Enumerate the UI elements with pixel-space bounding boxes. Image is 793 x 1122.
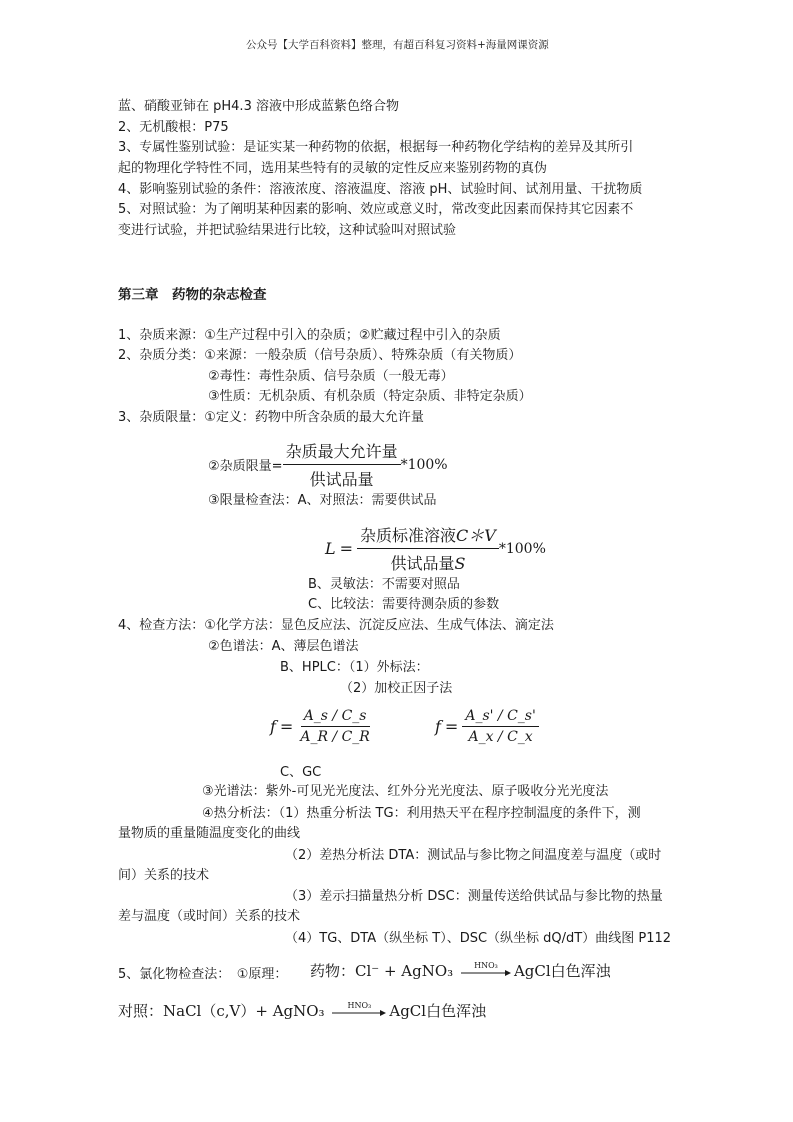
reaction-reactants: Cl⁻ + AgNO₃: [355, 962, 454, 980]
sensitivity-method: B、灵敏法：不需要对照品: [308, 577, 460, 592]
hplc-correction-factor: （2）加校正因子法: [340, 681, 453, 696]
text-line: 2、无机酸根：P75: [118, 120, 229, 135]
limit-check-method: ③限量检查法：A、对照法：需要供试品: [208, 493, 437, 508]
L-formula-eq: =: [339, 539, 354, 558]
classification-nature: ③性质：无机杂质、有机杂质（特定杂质、非特定杂质）: [208, 389, 532, 404]
formula-lhs: f: [270, 717, 276, 736]
reaction-label: 药物：: [310, 962, 356, 980]
chapter-title: 第三章 药物的杂志检查: [118, 287, 267, 303]
reaction-condition: HNO₃: [347, 1000, 372, 1010]
inspection-methods: 4、检查方法：①化学方法：显色反应法、沉淀反应法、生成气体法、滴定法: [118, 618, 554, 633]
reaction-product: AgCl白色浑浊: [513, 962, 611, 980]
text-line: 蓝、硝酸亚铈在 pH4.3 溶液中形成蓝紫色络合物: [118, 99, 399, 114]
L-formula-numerator: 杂质标准溶液: [360, 526, 457, 545]
impurity-source: 1、杂质来源：①生产过程中引入的杂质；②贮藏过程中引入的杂质: [118, 328, 501, 343]
L-formula-numerator-var: C＊V: [456, 526, 496, 545]
limit-formula: [208, 439, 448, 490]
limit-formula-suffix: *100%: [400, 456, 448, 473]
classification-toxicity: ②毒性：毒性杂质、信号杂质（一般无毒）: [208, 369, 454, 384]
text-line: 变进行试验，并把试验结果进行比较，这种试验叫对照试验: [118, 223, 457, 238]
reaction-arrow-icon: [332, 1010, 386, 1016]
page-header: 公众号【大学百科资料】整理，有超百科复习资料+海量网课资源: [246, 39, 549, 51]
reaction-condition: HNO₃: [474, 960, 498, 970]
spectroscopy: ③光谱法：紫外-可见光光度法、红外分光光度法、原子吸收分光光度法: [202, 784, 609, 799]
comparison-method: C、比较法：需要待测杂质的参数: [308, 597, 500, 612]
reaction-label: 对照：: [118, 1002, 164, 1020]
chloride-reaction-control: [118, 1000, 486, 1022]
text-line: 3、专属性鉴别试验：是证实某一种药物的依据，根据每一种药物化学结构的差异及其所引: [118, 140, 634, 155]
thermal-analysis-dsc-cont: 差与温度（或时间）关系的技术: [118, 909, 301, 924]
reaction-product: AgCl白色浑浊: [389, 1002, 487, 1020]
correction-factor-formula-1: f = $\frac{A\_s / C\_s}{A\_R / C\_R}$: [270, 708, 373, 745]
reaction-arrow-icon: [461, 970, 511, 976]
text-line: 起的物理化学特性不同，选用某些特有的灵敏的定性反应来鉴别药物的真伪: [118, 161, 548, 176]
formula-denominator: A_R / C_R: [300, 729, 370, 745]
chloride-reaction-sample: [310, 960, 611, 982]
L-formula-denominator-var: S: [454, 554, 466, 573]
text-line: 5、对照试验：为了阐明某种因素的影响、效应或意义时，常改变此因素而保持其它因素不: [118, 202, 634, 217]
thermal-analysis-dta: （2）差热分析法 DTA：测试品与参比物之间温度差与温度（或时: [285, 848, 662, 863]
formula-numerator: A_s / C_s: [301, 708, 370, 727]
limit-formula-denominator: 供试品量: [309, 470, 374, 489]
correction-factor-formula-2: f = $\frac{A\_s' / C\_s'}{A\_x / C\_x}$: [435, 708, 539, 745]
limit-formula-prefix: ②杂质限量=: [208, 459, 283, 474]
thermal-analysis-dsc: （3）差示扫描量热分析 DSC：测量传送给供试品与参比物的热量: [285, 889, 663, 904]
thermal-curves: （4）TG、DTA（纵坐标 T）、DSC（纵坐标 dQ/dT）曲线图 P112: [285, 931, 672, 946]
chromatography: ②色谱法：A、薄层色谱法: [208, 639, 359, 654]
thermal-analysis-tg-cont: 量物质的重量随温度变化的曲线: [118, 826, 301, 841]
thermal-analysis-dta-cont: 间）关系的技术: [118, 868, 210, 883]
L-formula-lhs: L: [325, 539, 336, 558]
formula-denominator: A_x / C_x: [468, 729, 533, 745]
formula-lhs: f: [435, 717, 441, 736]
impurity-limit: 3、杂质限量：①定义：药物中所含杂质的最大允许量: [118, 410, 424, 425]
L-formula: [325, 523, 546, 574]
reaction-reactants: NaCl（c,V）+ AgNO₃: [163, 1002, 325, 1020]
L-formula-suffix: *100%: [498, 540, 546, 557]
chloride-test: 5、氯化物检查法： ①原理：: [118, 967, 288, 982]
gc-method: C、GC: [280, 765, 322, 780]
L-formula-denominator: 供试品量: [390, 554, 455, 573]
thermal-analysis-tg: ④热分析法：（1）热重分析法 TG：利用热天平在程序控制温度的条件下，测: [202, 806, 641, 821]
impurity-classification: 2、杂质分类：①来源：一般杂质（信号杂质）、特殊杂质（有关物质）: [118, 348, 522, 363]
limit-formula-numerator: 杂质最大允许量: [283, 439, 401, 465]
text-line: 4、影响鉴别试验的条件：溶液浓度、溶液温度、溶液 pH、试验时间、试剂用量、干扰物质: [118, 182, 643, 197]
hplc-external: B、HPLC：（1）外标法：: [280, 660, 429, 675]
formula-numerator: A_s' / C_s': [462, 708, 539, 727]
